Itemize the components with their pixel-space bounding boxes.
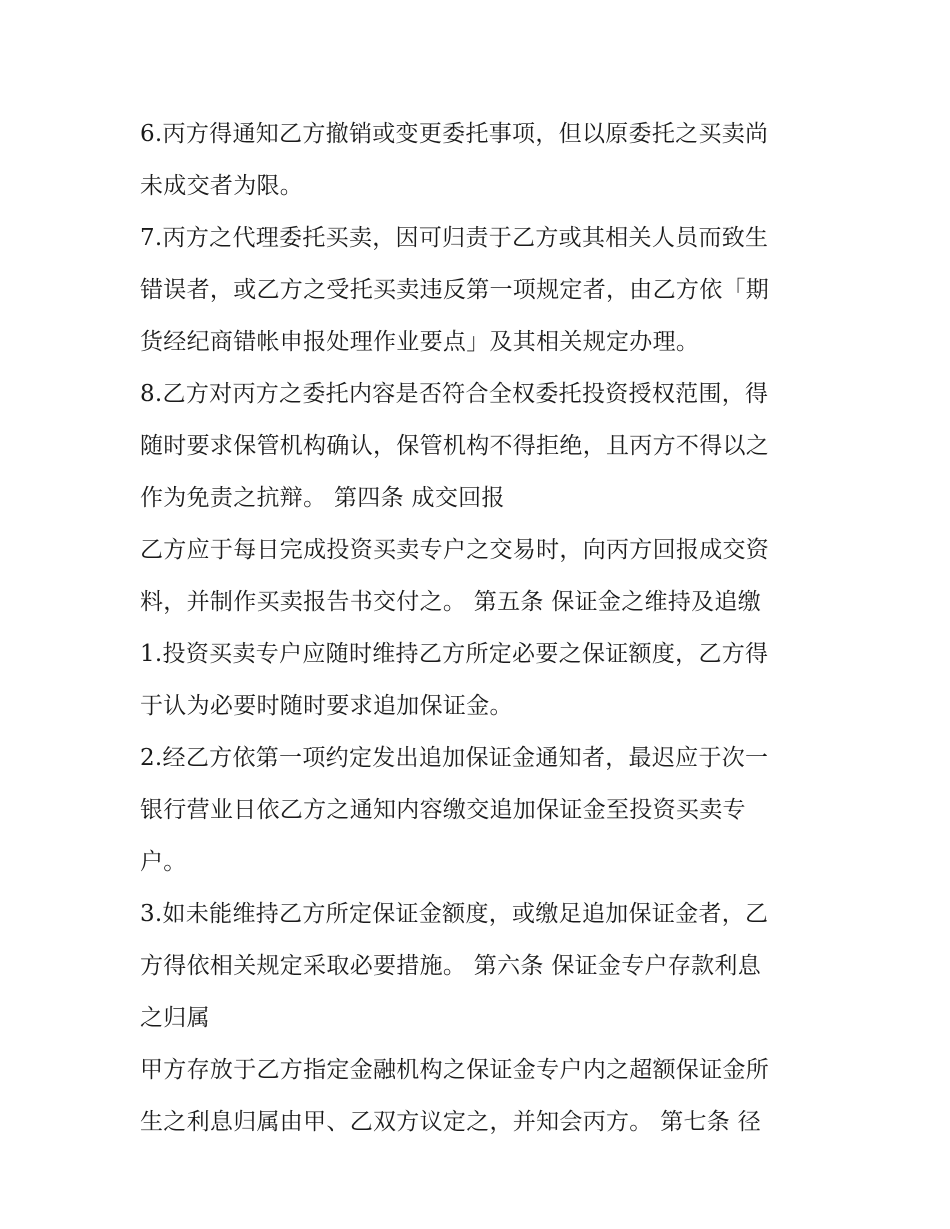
- text-line: 7.丙方之代理委托买卖，因可归责于乙方或其相关人员而致生: [140, 225, 769, 251]
- text-line: 料，并制作买卖报告书交付之。 第五条 保证金之维持及追缴: [140, 589, 762, 615]
- text-line: 户。: [140, 849, 187, 875]
- document-body: [140, 108, 820, 1148]
- text-line: 未成交者为限。: [140, 173, 304, 199]
- text-line: 之归属: [140, 1005, 210, 1031]
- text-line: 银行营业日依乙方之通知内容缴交追加保证金至投资买卖专: [140, 797, 746, 823]
- text-line: 3.如未能维持乙方所定保证金额度，或缴足追加保证金者，乙: [140, 901, 769, 927]
- text-line: 2.经乙方依第一项约定发出追加保证金通知者，最迟应于次一: [140, 745, 769, 771]
- text-line: 作为免责之抗辩。 第四条 成交回报: [140, 485, 505, 511]
- text-line: 乙方应于每日完成投资买卖专户之交易时，向丙方回报成交资: [140, 537, 770, 563]
- text-line: 生之利息归属由甲、乙双方议定之，并知会丙方。 第七条 径: [140, 1109, 762, 1135]
- text-line: 货经纪商错帐申报处理作业要点」及其相关规定办理。: [140, 329, 700, 355]
- text-line: 1.投资买卖专户应随时维持乙方所定必要之保证额度，乙方得: [140, 641, 769, 667]
- text-line: 错误者，或乙方之受托买卖违反第一项规定者，由乙方依「期: [140, 277, 770, 303]
- text-line: 甲方存放于乙方指定金融机构之保证金专户内之超额保证金所: [140, 1057, 770, 1083]
- text-line: 8.乙方对丙方之委托内容是否符合全权委托投资授权范围，得: [140, 381, 769, 407]
- text-line: 随时要求保管机构确认，保管机构不得拒绝，且丙方不得以之: [140, 433, 770, 459]
- text-line: 6.丙方得通知乙方撤销或变更委托事项，但以原委托之买卖尚: [140, 121, 769, 147]
- text-line: 于认为必要时随时要求追加保证金。: [140, 693, 513, 719]
- text-line: 方得依相关规定采取必要措施。 第六条 保证金专户存款利息: [140, 953, 762, 979]
